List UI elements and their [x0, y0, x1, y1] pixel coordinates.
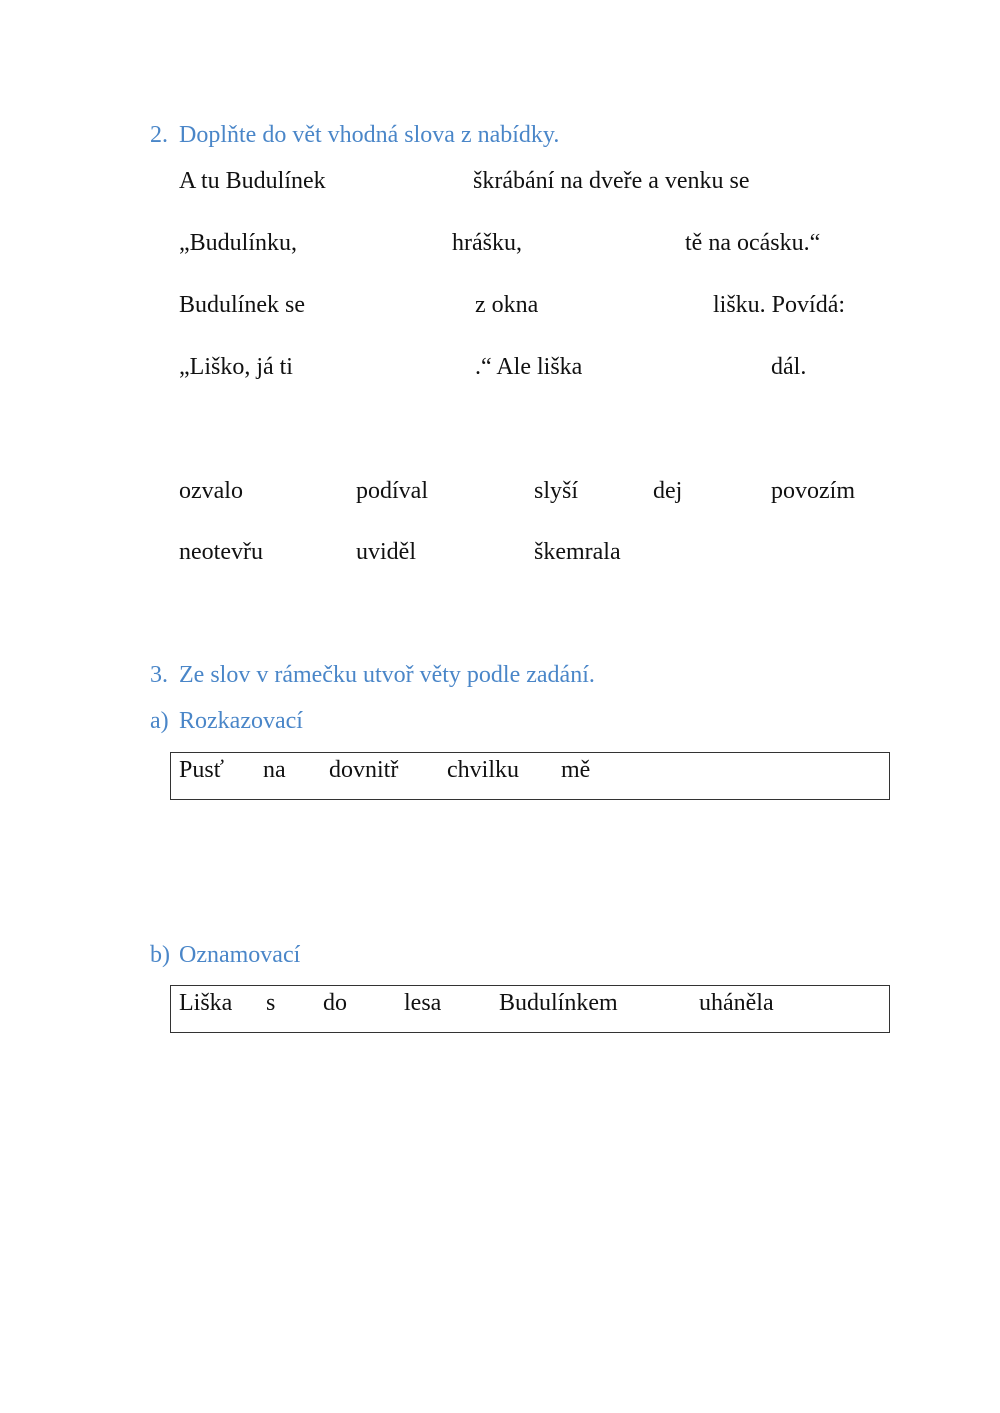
box-word: mě: [561, 757, 591, 783]
sentence-4-part-1: „Liško, já ti: [179, 354, 293, 380]
box-word: Liška: [179, 990, 233, 1016]
task3a-word-box: [170, 752, 890, 800]
word-bank-item: neotevřu: [179, 539, 263, 565]
sentence-3-part-1: Budulínek se: [179, 292, 305, 318]
sentence-4-part-2: .“ Ale liška: [475, 354, 583, 380]
box-word: dovnitř: [329, 757, 399, 783]
word-bank-item: podíval: [356, 478, 428, 504]
task3b-marker: b): [150, 942, 170, 968]
box-word: s: [266, 990, 276, 1016]
box-word: Budulínkem: [499, 990, 618, 1016]
sentence-3-part-2: z okna: [475, 292, 539, 318]
sentence-1-part-2: škrábání na dveře a venku se: [473, 168, 750, 194]
task3b-word-box: [170, 985, 890, 1033]
word-bank-item: povozím: [771, 478, 855, 504]
sentence-3-part-3: lišku. Povídá:: [713, 292, 846, 318]
task3a-marker: a): [150, 708, 169, 734]
box-word: Pusť: [179, 757, 224, 783]
word-bank-item: uviděl: [356, 539, 416, 565]
box-word: lesa: [404, 990, 442, 1016]
box-word: uháněla: [699, 990, 774, 1016]
box-word: do: [323, 990, 347, 1016]
task3-title: Ze slov v rámečku utvoř věty podle zadání.: [179, 662, 595, 688]
word-bank-item: ozvalo: [179, 478, 243, 504]
sentence-2-part-2: hrášku,: [452, 230, 522, 256]
word-bank-item: dej: [653, 478, 683, 504]
task3a-label: Rozkazovací: [179, 708, 303, 734]
box-word: chvilku: [447, 757, 519, 783]
sentence-1-part-1: A tu Budulínek: [179, 168, 326, 194]
word-bank-item: škemrala: [534, 539, 621, 565]
task2-title: Doplňte do vět vhodná slova z nabídky.: [179, 122, 560, 148]
sentence-2-part-1: „Budulínku,: [179, 230, 297, 256]
sentence-4-part-3: dál.: [771, 354, 807, 380]
task2-number: 2.: [150, 122, 168, 148]
box-word: na: [263, 757, 286, 783]
sentence-2-part-3: tě na ocásku.“: [685, 230, 821, 256]
task3b-label: Oznamovací: [179, 942, 301, 968]
task3-number: 3.: [150, 662, 168, 688]
word-bank-item: slyší: [534, 478, 579, 504]
